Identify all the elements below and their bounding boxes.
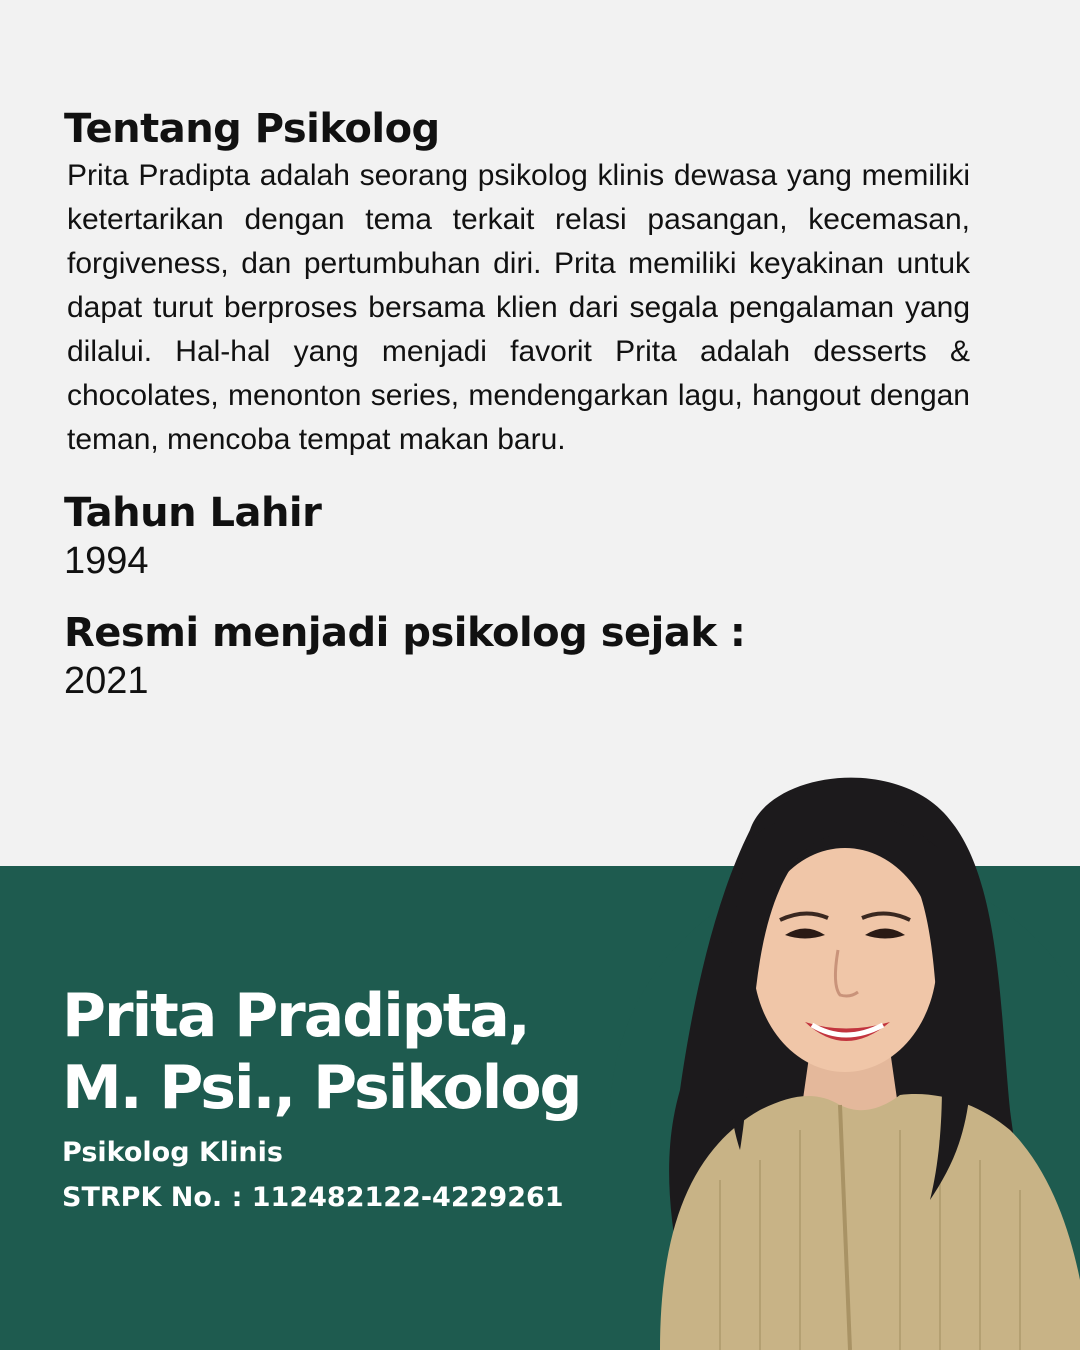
psychologist-name-line1: Prita Pradipta, (62, 981, 529, 1051)
about-text: Prita Pradipta adalah seorang psikolog klinis dewasa yang memiliki ketertarikan dengan tema terkait relasi pasangan, kecemasan, forgiveness, dan pertumbuhan diri. Prita memiliki keyakinan untuk dapat turut berproses bersama klien dari segala pengalaman yang dilalui. Hal-hal yang menjadi favorit Prita adalah desserts & chocolates, menonton series, mendengarkan lagu, hangout dengan teman, mencoba tempat makan baru. (67, 159, 970, 456)
about-section (64, 104, 970, 462)
strpk-number: STRPK No. : 112482122-4229261 (62, 1182, 564, 1213)
profile-info (62, 980, 581, 1220)
birth-year-value: 1994 (64, 540, 149, 582)
birth-year-label: Tahun Lahir (64, 490, 322, 536)
licensed-since-value: 2021 (64, 660, 149, 702)
psychologist-portrait (600, 760, 1080, 1350)
about-heading: Tentang Psikolog (64, 106, 440, 152)
psychologist-name-line2: M. Psi., Psikolog (62, 1053, 581, 1123)
birth-year-section (64, 488, 321, 584)
licensed-since-label: Resmi menjadi psikolog sejak : (64, 610, 746, 656)
psychologist-role: Psikolog Klinis (62, 1137, 283, 1168)
licensed-since-section (64, 608, 745, 704)
